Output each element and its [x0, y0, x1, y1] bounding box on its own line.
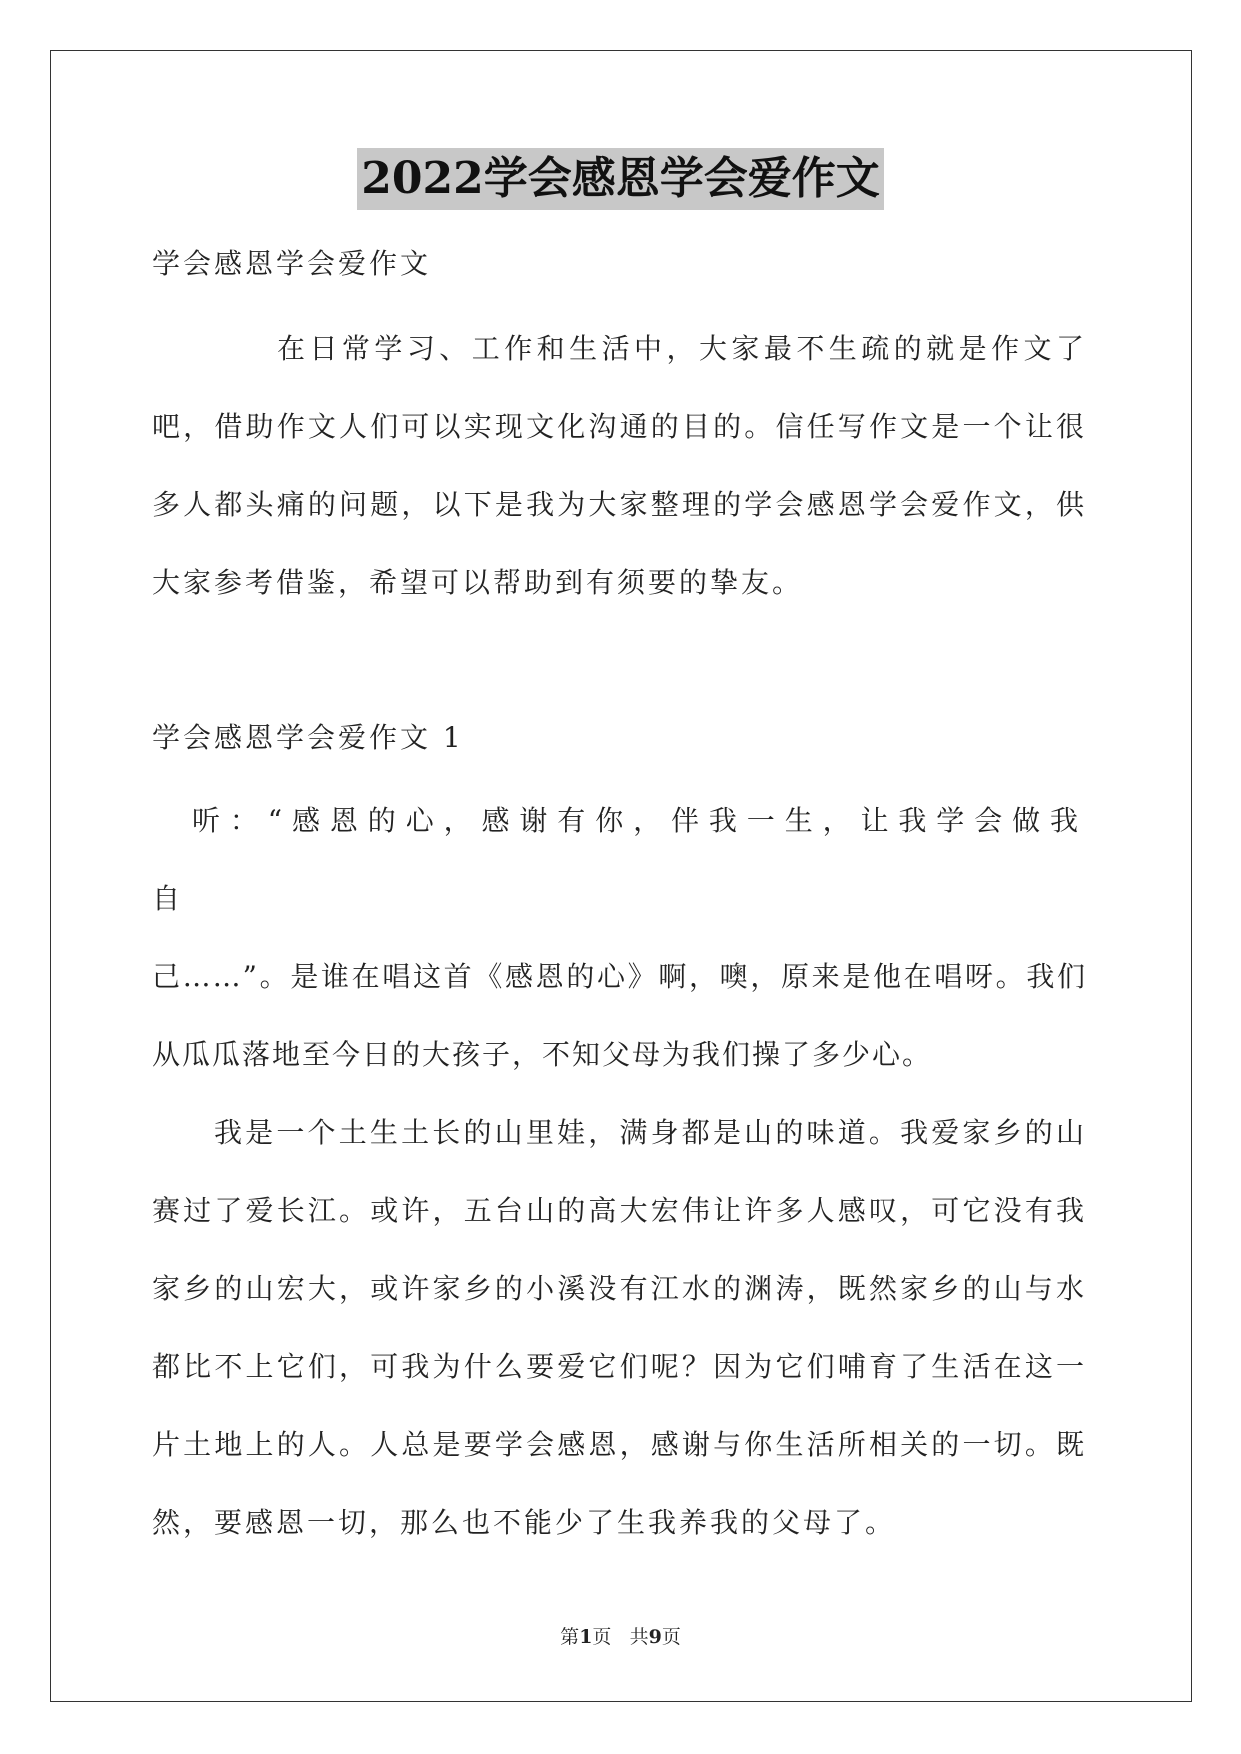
footer-page-prefix: 第	[560, 1626, 580, 1648]
page-footer	[0, 1622, 1241, 1649]
footer-total-prefix: 共	[629, 1626, 649, 1648]
paragraph-1-continued: 己……”。是谁在唱这首《感恩的心》啊，噢，原来是他在唱呀。我们从瓜瓜落地至今日的大孩子，不知父母为我们操了多少心。	[152, 960, 1087, 1071]
paragraph-1-first-line: 听：“感恩的心，感谢有你，伴我一生，让我学会做我自	[152, 804, 1087, 915]
title-container	[0, 148, 1241, 210]
document-title: 2022学会感恩学会爱作文	[357, 148, 883, 210]
paragraph-2: 我是一个土生土长的山里娃，满身都是山的味道。我爱家乡的山赛过了爱长江。或许，五台山的高大宏伟让许多人感叹，可它没有我家乡的山宏大，或许家乡的小溪没有江水的渊涛，既然家乡的山与水都比不上它们，可我为什么要爱它们呢？因为它们哺育了生活在这一片土地上的人。人总是要学会感恩，感谢与你生活所相关的一切。既然，要感恩一切，那么也不能少了生我养我的父母了。	[152, 1116, 1087, 1539]
footer-page-current: 1	[579, 1626, 593, 1648]
footer-total-suffix: 页	[661, 1626, 681, 1648]
document-subtitle: 学会感恩学会爱作文	[152, 247, 432, 280]
section-title: 学会感恩学会爱作文 1	[152, 721, 464, 754]
document-body	[152, 232, 1087, 1562]
intro-paragraph: 在日常学习、工作和生活中，大家最不生疏的就是作文了吧，借助作文人们可以实现文化沟通的目的。信任写作文是一个让很多人都头痛的问题，以下是我为大家整理的学会感恩学会爱作文，供大家参考借鉴，希望可以帮助到有须要的挚友。	[152, 332, 1087, 599]
footer-page-suffix: 页	[592, 1626, 612, 1648]
footer-page-total: 9	[648, 1626, 662, 1648]
